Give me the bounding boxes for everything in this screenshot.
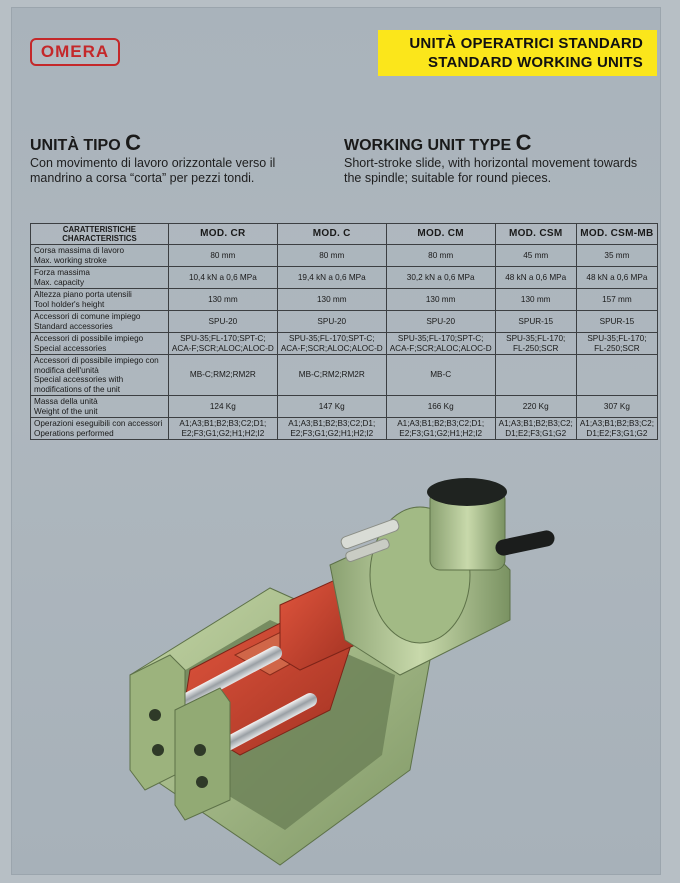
row-label-line: Special accessories with: [34, 375, 124, 384]
cell-line: 124 Kg: [209, 401, 236, 411]
specifications-table: [30, 223, 658, 440]
cell-line: 48 kN a 0,6 MPa: [586, 272, 648, 282]
row-label: [31, 355, 169, 396]
table-header-row: [31, 224, 658, 245]
cell-line: MB-C;RM2;RM2R: [298, 370, 365, 380]
motor-cap: [427, 478, 507, 506]
cell-line: 130 mm: [208, 294, 238, 304]
cell-line: SPU-35;FL-170;SPT-C;: [288, 334, 375, 343]
cell-line: E2;F3;G1;G2;H1;H2;I2: [181, 428, 265, 438]
row-label-line: Forza massima: [34, 268, 90, 277]
table-cell: [386, 333, 495, 355]
row-label: [31, 245, 169, 267]
row-label: [31, 289, 169, 311]
table-cell: [386, 245, 495, 267]
title-banner: [378, 30, 657, 76]
cell-line: D1;E2;F3;G1;G2: [586, 428, 648, 438]
table-row: [31, 289, 658, 311]
table-cell: [277, 245, 386, 267]
table-cell: [576, 396, 657, 418]
table-cell: [386, 289, 495, 311]
cell-line: 130 mm: [520, 294, 551, 304]
table-row: [31, 267, 658, 289]
cell-line: A1;A3;B1;B2;B3;C2;D1;: [397, 419, 485, 428]
table-cell: [386, 267, 495, 289]
table-cell: [576, 311, 657, 333]
row-label-line: Accessori di possibile impiego: [34, 334, 144, 343]
table-cell: [168, 355, 277, 396]
cell-line: A1;A3;B1;B2;B3;C2;D1;: [179, 419, 267, 428]
table-cell: [168, 289, 277, 311]
table-cell: [576, 289, 657, 311]
cell-line: 220 Kg: [522, 401, 549, 411]
table-cell: [495, 311, 576, 333]
row-label-line: Altezza piano porta utensili: [34, 290, 132, 299]
cell-line: 35 mm: [604, 250, 630, 260]
row-label: [31, 333, 169, 355]
cell-line: 48 kN a 0,6 MPa: [505, 272, 567, 282]
cell-line: MB-C;RM2;RM2R: [189, 370, 256, 380]
cell-line: SPU-20: [426, 316, 455, 326]
table-cell: [386, 418, 495, 440]
cell-line: ACA-F;SCR;ALOC;ALOC-D: [171, 343, 274, 353]
row-label: [31, 267, 169, 289]
row-label-line: Corsa massima di lavoro: [34, 246, 125, 255]
row-label-line: Max. capacity: [34, 277, 85, 287]
cell-line: 80 mm: [428, 250, 454, 260]
table-cell: [495, 333, 576, 355]
table-cell: [495, 289, 576, 311]
table-row: [31, 396, 658, 418]
cell-line: SPU-35;FL-170;SPT-C;: [180, 334, 266, 343]
cell-line: A1;A3;B1;B2;B3;C2;D1;: [288, 419, 376, 428]
table-cell: [168, 245, 277, 267]
table-row: [31, 418, 658, 440]
table-cell: [576, 245, 657, 267]
banner-line-en: STANDARD WORKING UNITS: [428, 54, 643, 71]
table-cell: [168, 333, 277, 355]
description-it: Con movimento di lavoro orizzontale verso il mandrino a corsa “corta” per pezzi tondi.: [30, 156, 276, 185]
table-cell: [576, 267, 657, 289]
cell-line: ACA-F;SCR;ALOC;ALOC-D: [389, 343, 492, 353]
cell-line: 10,4 kN a 0,6 MPa: [188, 272, 257, 282]
cell-line: 166 Kg: [427, 401, 454, 411]
row-label: [31, 311, 169, 333]
model-header: MOD. CM: [386, 224, 495, 245]
table-row: [31, 245, 658, 267]
cell-line: 147 Kg: [318, 401, 345, 411]
table-cell: [168, 396, 277, 418]
cell-line: A1;A3;B1;B2;B3;C2;: [579, 419, 654, 428]
cell-line: MB-C: [430, 370, 452, 380]
cell-line: ACA-F;SCR;ALOC;ALOC-D: [280, 343, 383, 353]
row-label-line: modifica dell'unità: [34, 365, 99, 375]
cell-line: A1;A3;B1;B2;B3;C2;: [498, 419, 573, 428]
cell-line: SPU-35;FL-170;SPT-C;: [397, 334, 484, 343]
cell-line: FL-250;SCR: [594, 343, 640, 353]
cell-line: SPUR-15: [599, 316, 635, 326]
table-cell: [386, 355, 495, 396]
characteristics-header: CARATTERISTICHE CHARACTERISTICS: [31, 224, 169, 245]
table-cell: [576, 333, 657, 355]
table-cell: [495, 418, 576, 440]
table-row: [31, 311, 658, 333]
cell-line: 80 mm: [319, 250, 345, 260]
heading-en: WORKING UNIT TYPE C: [344, 130, 532, 155]
table-cell: [277, 418, 386, 440]
row-label-line: Standard accessories: [34, 321, 113, 331]
cell-line: E2;F3;G1;G2;H1;H2;I2: [399, 428, 483, 438]
cell-line: 30,2 kN a 0,6 MPa: [406, 272, 475, 282]
cell-line: 130 mm: [316, 294, 347, 304]
working-unit-photo: [120, 470, 560, 870]
model-header: MOD. C: [277, 224, 386, 245]
row-label-line: Operazioni eseguibili con accessori: [34, 419, 163, 428]
table-cell: [168, 311, 277, 333]
table-cell: [495, 396, 576, 418]
cell-line: SPU-35;FL-170;: [506, 334, 566, 343]
cell-line: E2;F3;G1;G2;H1;H2;I2: [290, 428, 374, 438]
table-cell: [495, 267, 576, 289]
cell-line: 130 mm: [425, 294, 456, 304]
table-cell: [277, 267, 386, 289]
table-cell: [277, 355, 386, 396]
row-label-line: Accessori di comune impiego: [34, 312, 141, 321]
table-cell: [576, 355, 657, 396]
table-cell: [277, 311, 386, 333]
table-row: [31, 355, 658, 396]
table-cell: [277, 289, 386, 311]
cell-line: SPU-20: [317, 316, 347, 326]
row-label-line: Operations performed: [34, 428, 114, 438]
row-label-line: modifications of the unit: [34, 384, 121, 394]
banner-line-it: UNITÀ OPERATRICI STANDARD: [409, 35, 643, 52]
description-en: Short-stroke slide, with horizontal movement towards the spindle; suitable for round pieces.: [344, 156, 638, 185]
cell-line: 80 mm: [210, 250, 236, 260]
cell-line: 307 Kg: [603, 401, 630, 411]
table-cell: [277, 396, 386, 418]
cell-line: FL-250;SCR: [512, 343, 559, 353]
cell-line: 19,4 kN a 0,6 MPa: [297, 272, 366, 282]
row-label-line: Special accessories: [34, 343, 107, 353]
heading-it: UNITÀ TIPO C: [30, 130, 141, 155]
table-cell: [277, 333, 386, 355]
row-label-line: Accessori di possibile impiego con: [34, 356, 159, 365]
table-cell: [168, 267, 277, 289]
cell-line: SPUR-15: [518, 316, 554, 326]
row-label-line: Weight of the unit: [34, 406, 98, 416]
cell-line: D1;E2;F3;G1;G2: [505, 428, 567, 438]
row-label: [31, 418, 169, 440]
row-label-line: Massa della unità: [34, 397, 98, 406]
table-cell: [386, 311, 495, 333]
table-row: [31, 333, 658, 355]
row-label-line: Tool holder's height: [34, 299, 105, 309]
cell-line: SPU-35;FL-170;: [587, 334, 647, 343]
table-cell: [495, 355, 576, 396]
model-header: MOD. CSM-MB: [576, 224, 657, 245]
cell-line: 45 mm: [523, 250, 549, 260]
table-cell: [495, 245, 576, 267]
table-cell: [168, 418, 277, 440]
table-cell: [386, 396, 495, 418]
model-header: MOD. CR: [168, 224, 277, 245]
model-header: MOD. CSM: [495, 224, 576, 245]
row-label: [31, 396, 169, 418]
table-cell: [576, 418, 657, 440]
row-label-line: Max. working stroke: [34, 255, 107, 265]
cell-line: 157 mm: [602, 294, 632, 304]
omera-logo: OMERA: [30, 38, 120, 66]
cell-line: SPU-20: [208, 316, 238, 326]
